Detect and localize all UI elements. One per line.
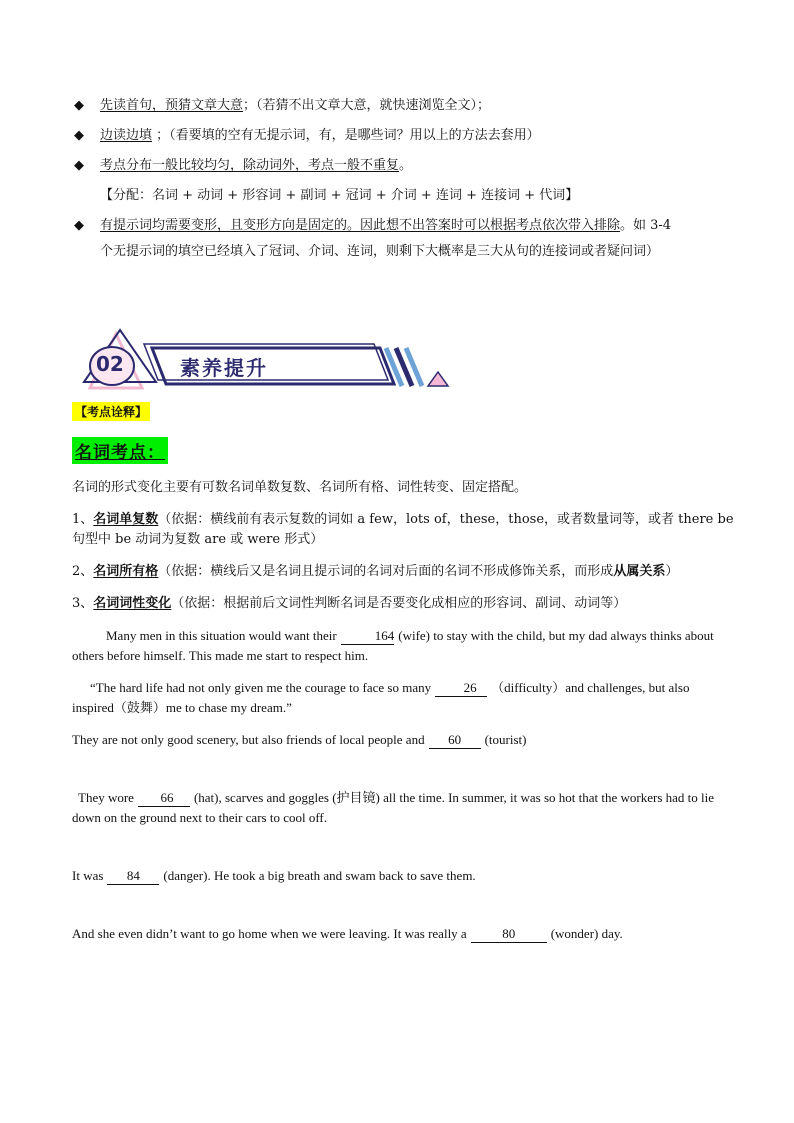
tip-key: 考点分布一般比较均匀，除动词外，考点一般不重复	[100, 158, 400, 173]
example-6	[72, 924, 734, 944]
example-after: (hat), scarves and goggles (护目镜) all the time. In summer, it was so hot that the workers had to lie down on the ground next to their cars to cool off.	[72, 790, 715, 825]
example-after: (wonder) day.	[550, 926, 623, 941]
rule-1	[72, 510, 734, 550]
example-before: And she even didn’t want to go home when we were leaving. It was really a	[72, 926, 467, 941]
answer-blank: 66	[138, 790, 190, 807]
tip-text: ；（看要填的空有无提示词，有，是哪些词？用以上的方法去套用）	[152, 128, 540, 143]
example-3	[72, 730, 734, 750]
answer-blank: 84	[107, 868, 159, 885]
example-after: (wife) to stay with the child, but my dad always thinks about others before himself. This made me start to respect him.	[72, 628, 714, 663]
example-4	[72, 788, 734, 828]
tip-text: ；（若猜不出文章大意，就快速浏览全文）；	[243, 98, 491, 113]
tip-item	[74, 126, 754, 146]
noun-content	[72, 478, 734, 956]
example-1	[72, 626, 734, 666]
example-before: “The hard life had not only given me the courage to face so many	[90, 680, 432, 695]
tip-item	[74, 216, 754, 236]
noun-heading: 名词考点：	[72, 437, 168, 464]
tip-key: 边读边填	[100, 128, 153, 143]
tip-key: 先读首句，预猜文章大意	[100, 98, 244, 113]
rule-2	[72, 562, 734, 582]
example-before: Many men in this situation would want their	[106, 628, 337, 643]
tip-continuation: 个无提示词的填空已经填入了冠词、介词、连词，则剩下大概率是三大从句的连接词或者疑问词）	[100, 244, 660, 259]
tip-key: 有提示词均需要变形，且变形方向是固定的。因此想不出答案时可以根据考点依次带入排除	[100, 218, 621, 233]
rule-3	[72, 594, 734, 614]
kaodian-tag: 【考点诠释】	[72, 402, 150, 421]
example-after: (tourist)	[484, 732, 527, 747]
rule-name: 名词单复数	[93, 512, 159, 527]
diamond-bullet-icon: ◆	[74, 128, 84, 143]
diamond-bullet-icon: ◆	[74, 218, 84, 233]
rule-end: ）	[665, 564, 679, 579]
tip-text: 。	[399, 158, 413, 173]
banner-number: 02	[96, 352, 124, 376]
rule-number: 2、	[72, 564, 94, 579]
tip-text: 。如 3-4	[620, 218, 672, 233]
rule-text: （依据：横线前有表示复数的词如 a few，lots of，these，those，或者数量词等，或者 there be 句型中 be 动词为复数 are 或 were 形式）	[72, 512, 734, 547]
rule-number: 1、	[72, 512, 94, 527]
rule-text: （依据：根据前后文词性判断名词是否要变化成相应的形容词、副词、动词等）	[171, 596, 627, 611]
section-banner	[82, 326, 462, 396]
example-before: They are not only good scenery, but also friends of local people and	[72, 732, 425, 747]
rule-number: 3、	[72, 596, 94, 611]
rule-name: 名词所有格	[93, 564, 159, 579]
diamond-bullet-icon: ◆	[74, 158, 84, 173]
tip-item	[74, 96, 754, 116]
example-after: (danger). He took a big breath and swam back to save them.	[163, 868, 476, 883]
diamond-bullet-icon: ◆	[74, 98, 84, 113]
example-before: They wore	[78, 790, 134, 805]
banner-title: 素养提升	[180, 356, 268, 380]
rule-emphasis: 从属关系	[613, 564, 666, 579]
answer-blank: 80	[471, 926, 547, 943]
example-5	[72, 866, 734, 886]
tip-item	[74, 156, 754, 176]
example-before: It was	[72, 868, 104, 883]
example-2	[72, 678, 734, 718]
example-after: （difficulty）and challenges, but also inspired（鼓舞）me to chase my dream.”	[72, 680, 690, 715]
answer-blank: 164	[341, 628, 395, 645]
banner-graphic	[82, 326, 462, 396]
allocation-line: 【分配：名词 + 动词 + 形容词 + 副词 + 冠词 + 介词 + 连词 + 连接词 + 代词】	[100, 188, 579, 203]
rule-name: 名词词性变化	[93, 596, 172, 611]
intro-text: 名词的形式变化主要有可数名词单数复数、名词所有格、词性转变、固定搭配。	[72, 480, 528, 495]
exam-tips	[74, 96, 754, 262]
rule-text: （依据：横线后又是名词且提示词的名词对后面的名词不形成修饰关系，而形成	[158, 564, 614, 579]
answer-blank: 26	[435, 680, 487, 697]
answer-blank: 60	[429, 732, 481, 749]
